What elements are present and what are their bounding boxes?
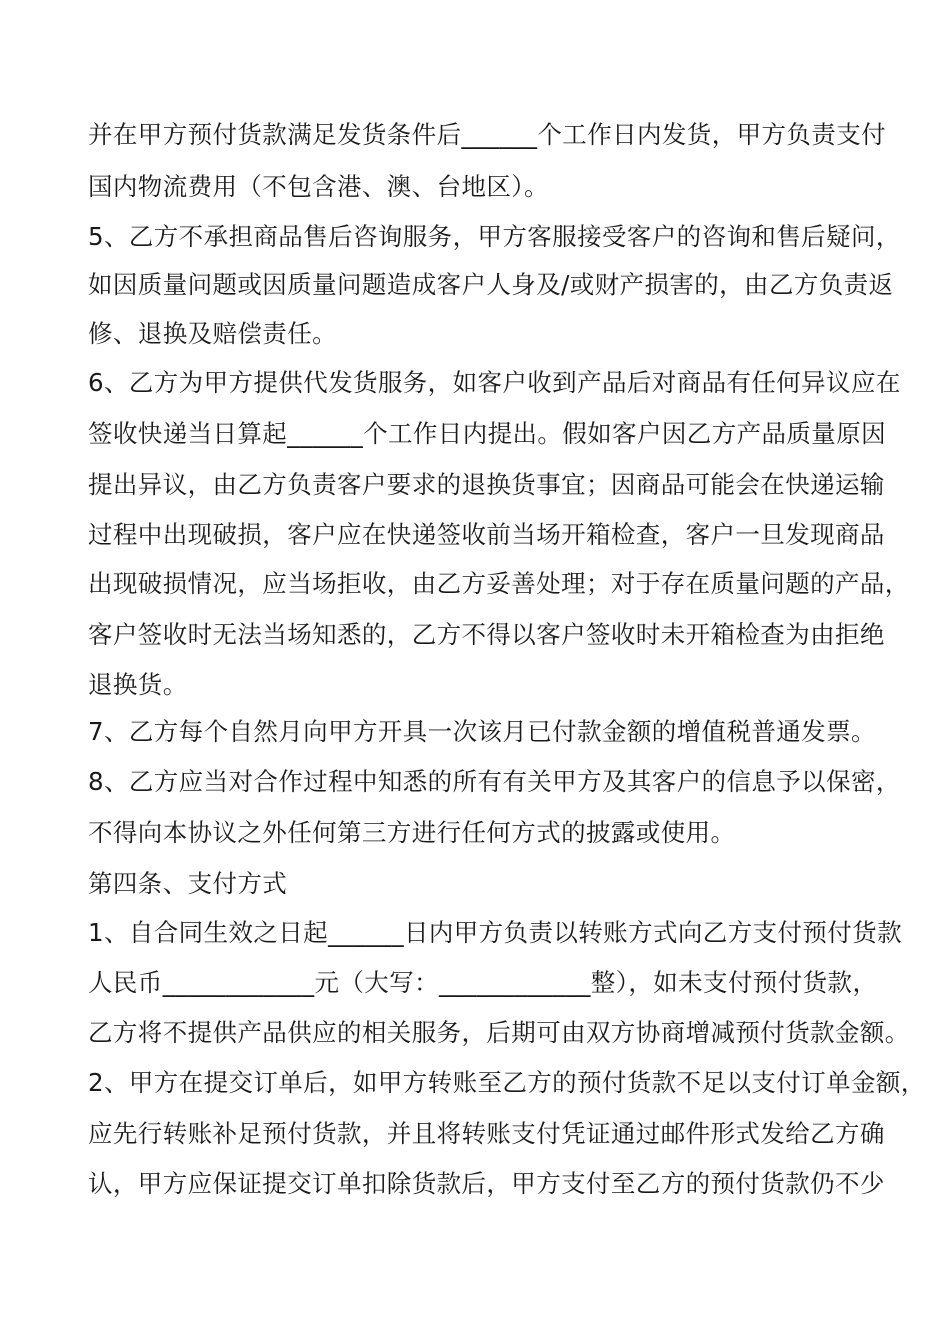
section-heading: 第四条、支付方式 bbox=[88, 869, 288, 898]
text-line: 并在甲方预付货款满足发货条件后______个工作日内发货，甲方负责支付 bbox=[88, 120, 886, 149]
text-line: 如因质量问题或因质量问题造成客户人身及/或财产损害的，由乙方负责返 bbox=[88, 270, 894, 299]
text-line: 过程中出现破损，客户应在快递签收前当场开箱检查，客户一旦发现商品 bbox=[88, 520, 885, 549]
text-line: 7、乙方每个自然月向甲方开具一次该月已付款金额的增值税普通发票。 bbox=[88, 717, 876, 746]
text-line: 不得向本协议之外任何第三方进行任何方式的披露或使用。 bbox=[88, 818, 736, 847]
text-line: 客户签收时无法当场知悉的，乙方不得以客户签收时未开箱检查为由拒绝 bbox=[88, 620, 885, 649]
text-line: 6、乙方为甲方提供代发货服务，如客户收到产品后对商品有任何异议应在 bbox=[88, 368, 901, 397]
text-line: 应先行转账补足预付货款，并且将转账支付凭证通过邮件形式发给乙方确 bbox=[88, 1119, 885, 1148]
text-line: 退换货。 bbox=[88, 670, 188, 699]
text-line: 8、乙方应当对合作过程中知悉的所有有关甲方及其客户的信息予以保密， bbox=[88, 767, 901, 796]
text-line: 签收快递当日算起______个工作日内提出。假如客户因乙方产品质量原因 bbox=[88, 419, 886, 448]
text-line: 人民币____________元（大写：____________整），如未支付预付货款， bbox=[88, 968, 878, 997]
text-line: 认，甲方应保证提交订单扣除货款后，甲方支付至乙方的预付货款仍不少 bbox=[88, 1169, 885, 1198]
text-line: 提出异议，由乙方负责客户要求的退换货事宜；因商品可能会在快递运输 bbox=[88, 470, 885, 499]
text-line: 乙方将不提供产品供应的相关服务，后期可由双方协商增减预付货款金额。 bbox=[88, 1018, 910, 1047]
text-line: 国内物流费用（不包含港、澳、台地区）。 bbox=[88, 172, 549, 201]
text-line: 2、甲方在提交订单后，如甲方转账至乙方的预付货款不足以支付订单金额， bbox=[88, 1068, 926, 1097]
text-line: 出现破损情况，应当场拒收，由乙方妥善处理；对于存在质量问题的产品， bbox=[88, 569, 910, 598]
text-line: 1、自合同生效之日起______日内甲方负责以转账方式向乙方支付预付货款 bbox=[88, 918, 902, 947]
text-line: 修、退换及赔偿责任。 bbox=[88, 319, 337, 348]
text-line: 5、乙方不承担商品售后咨询服务，甲方客服接受客户的咨询和售后疑问， bbox=[88, 222, 901, 251]
